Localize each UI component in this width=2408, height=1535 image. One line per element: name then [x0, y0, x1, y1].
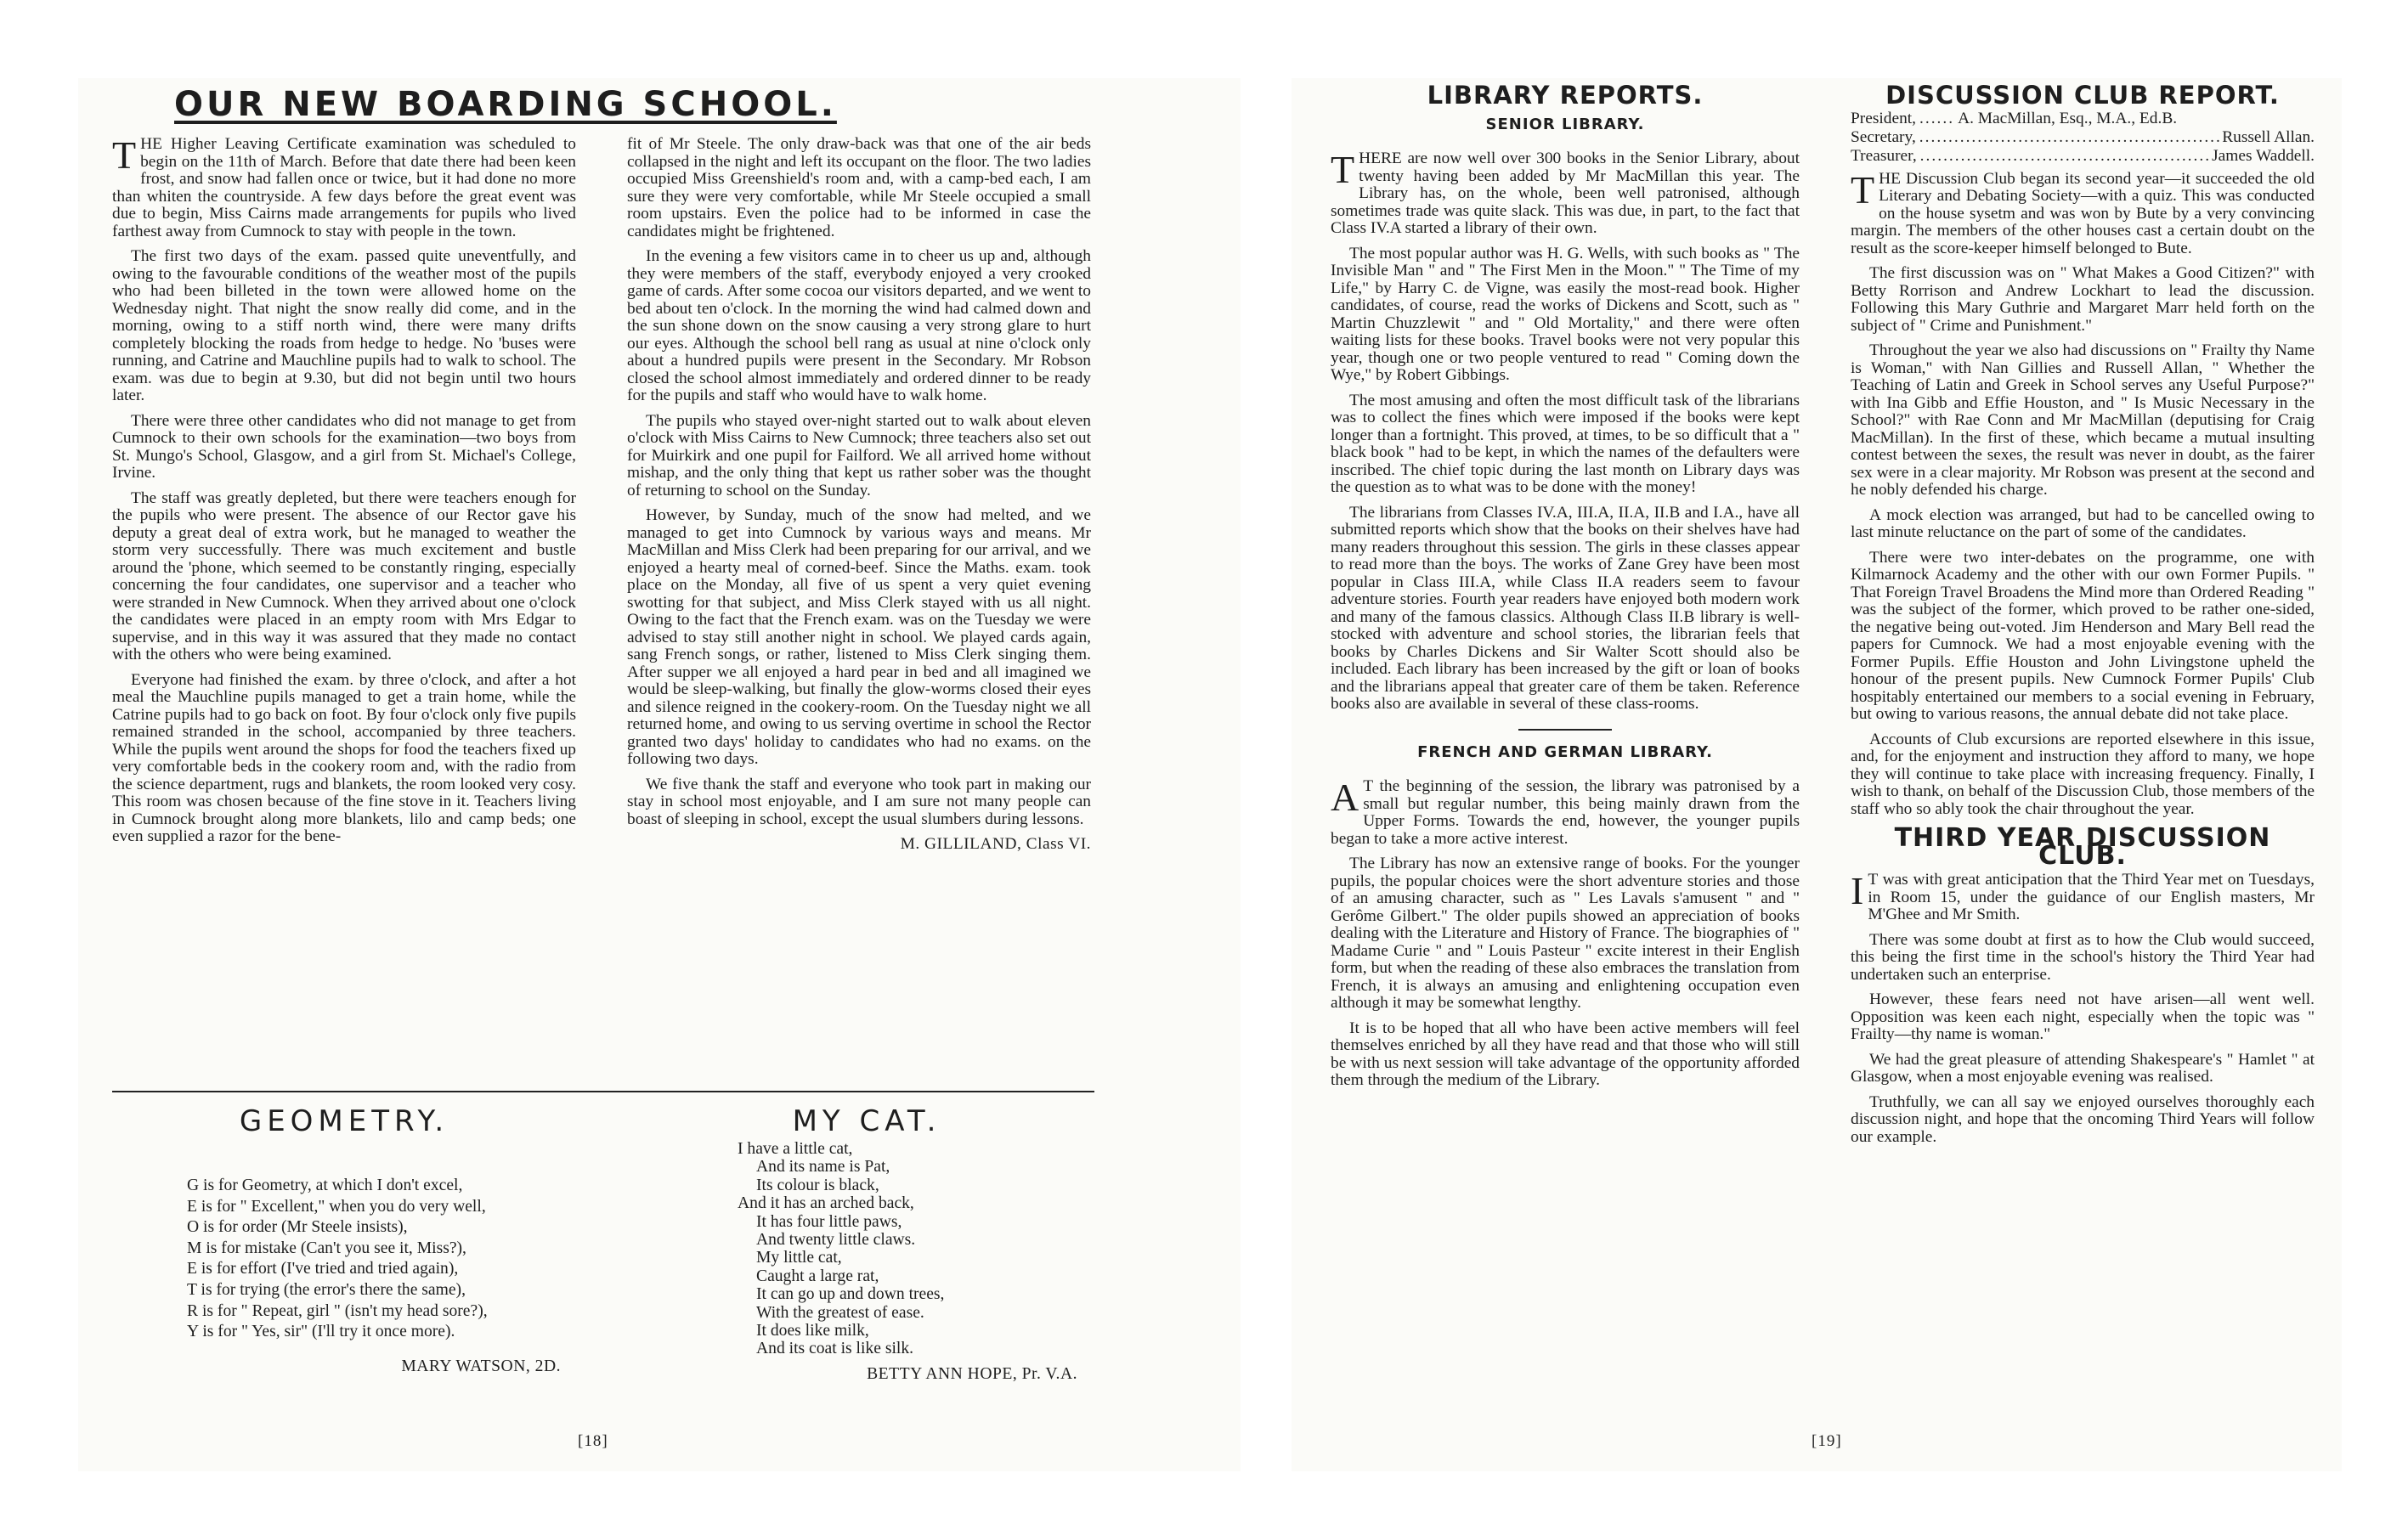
poem-line: G is for Geometry, at which I don't excel,	[187, 1177, 463, 1194]
poem-line: Its colour is black,	[756, 1176, 879, 1194]
library-paragraph: The most amusing and often the most difficult task of the librarians was to collect the fines which were imposed if the books were kept longer than a fortnight. This proved, at times, to be so difficult that a " black book " had to be kept, in which the names of the defaulters were inscribed. The chief topic during the last month on Library days was the question as to what was to be done with the money!	[1331, 391, 1800, 496]
poem-line: And its coat is like silk.	[756, 1340, 914, 1358]
boarding-column-2	[627, 136, 1091, 854]
poem-line: And twenty little claws.	[756, 1231, 916, 1250]
poem-line: E is for " Excellent," when you do very well,	[187, 1197, 486, 1216]
poem-line: Caught a large rat,	[756, 1267, 879, 1285]
poem-line: It has four little paws,	[756, 1212, 902, 1231]
poem-line: It does like milk,	[756, 1322, 869, 1340]
library-column	[1331, 81, 1800, 1098]
boarding-paragraph: Everyone had finished the exam. by three o'clock, and after a hot meal the Mauchline pupils managed to get a train home, while the Catrine pupils had to go back on foot. By four o'clock only five pupils remained stranded in the school, accompanied by three teachers. While the pupils went around the shops for food the teachers fixed up very comfortable beds in the cookery room and, with the radio from the science department, rugs and blankets, the room looked very cosy. This room was chosen because of the fine stove in it. Teachers living in Cumnock brought along more blankets, lilo and camp beds; one even supplied a razor for the bene-	[112, 670, 576, 845]
boarding-paragraph: However, by Sunday, much of the snow had melted, and we managed to get into Cumnock by various ways and means. Mr MacMillan and Miss Clerk had been preparing for our arrival, and we enjoyed a hearty meal of corned-beef. Since the Maths. exam. took place on the Monday, all five of us spent a very quiet evening swotting for that subject, and Miss Clerk stayed with us all night. Owing to the fact that the French exam. was on the Tuesday we were advised to stay still another night in school. We played cards again, sang French songs, or rather, listened to Miss Clerk singing them. After supper we all enjoyed a hard pear in bed and all imagined we would be sleep-walking, but finally the glow-worms closed their eyes and silence reigned in the cookery-room. On the Tuesday night we all returned home, and owing to us serving overtime in school the Rector granted two days' holiday to candidates who had no exams. on the following two days.	[627, 506, 1091, 768]
third-year-first-paragraph: I T was with great anticipation that the Third Year met on Tuesdays, in Room 15, under the guidance of our English masters, Mr M'Ghee and Mr Smith.	[1851, 869, 2315, 923]
poem-line: R is for " Repeat, girl " (isn't my head sore?),	[187, 1301, 488, 1320]
boarding-paragraph: In the evening a few visitors came in to cheer us up and, although they were members of the staff, everybody enjoyed a very crooked game of cards. After some cocoa our visitors departed, and we went to bed about ten o'clock. In the morning the wind had calmed down and the sun shone down on the snow causing a very strong glare to hurt our eyes. Although the school bell rang as usual at nine o'clock only about a hundred pupils were present in the Secondary. Mr Robson closed the school almost immediately and ordered dinner to be ready for the pupils and staff who would have to walk home.	[627, 247, 1091, 404]
poem-line: Y is for " Yes, sir" (I'll try it once more).	[187, 1323, 455, 1341]
page-number-right: [19]	[1812, 1432, 1842, 1450]
poem-line: M is for mistake (Can't you see it, Miss?),	[187, 1239, 466, 1257]
boarding-first-paragraph: THE Higher Leaving Certificate examination was scheduled to begin on the 11th of March. Before that date there had been keen frost, and snow had fallen once or twice, but it had done no more than whiten the countryside. A few days before the great event was due to begin, Miss Cairns made arrangements for pupils who lived farthest away from Cumnock to stay with people in the town.	[112, 133, 576, 240]
discussion-paragraph: Accounts of Club excursions are reported elsewhere in this issue, and, for the enjoyment and instruction they afford to many, we hope they will continue to take place with increasing frequency. Finally, I wish to thank, on behalf of the Discussion Club, those members of the staff who so ably took the chair throughout the year.	[1851, 730, 2315, 818]
officers-list	[1851, 110, 2315, 166]
boarding-dropcap: T	[112, 133, 137, 177]
boarding-signature: M. GILLILAND, Class VI.	[900, 835, 1091, 853]
boarding-paragraph: The first two days of the exam. passed quite uneventfully, and owing to the favourable conditions of the weather most of the pupils who had been billeted in the town were allowed home on the Wednesday night. That night the snow really did come, and in the morning, owing to a stiff north wind, there were many drifts completely blocking the roads from hedge to hedge. No 'buses were running, and Catrine and Mauchline pupils had to walk to school. The exam. was due to begin at 9.30, but did not begin until two hours later.	[112, 247, 576, 404]
boarding-paragraph: fit of Mr Steele. The only draw-back was that one of the air beds collapsed in the night and left its occupant on the floor. The two ladies occupied Miss Greenshield's room and, with a camp-bed each, I am sure they were very comfortable, while Mr Steele occupied a small room upstairs. Even the police had to be informed in case the candidates might be frightened.	[627, 135, 1091, 240]
geometry-poem	[187, 1176, 561, 1377]
discussion-column	[1851, 81, 2315, 1154]
discussion-paragraph: A mock election was arranged, but had to be cancelled owing to last minute reluctance on the part of some of the candidates.	[1851, 505, 2315, 541]
third-year-paragraph: However, these fears need not have arisen—all went well. Opposition was keen each night, especially when the topic was " Frailty—thy name is woman."	[1851, 990, 2315, 1043]
third-year-title: THIRD YEAR DISCUSSION CLUB.	[1894, 823, 2271, 871]
third-year-paragraph: There was some doubt at first as to how the Club would succeed, this being the first time in the school's history the Third Year had undertaken such an enterprise.	[1851, 930, 2315, 984]
discussion-paragraph: There were two inter-debates on the programme, one with Kilmarnock Academy and the other with our own Former Pupils. " That Foreign Travel Broadens the Mind more than Ordered Reading " was the subject of the former, which proved to be rather one-sided, the negative being out-voted. Jim Henderson and Mary Bell read the papers for Cumnock. We had a most enjoyable evening with the Former Pupils. Effie Houston and John Livingstone upheld the honour of the present pupils. New Cumnock Former Pupils' Club hospitably entertained our members to a social evening in February, but owing to various reasons, the annual debate did not take place.	[1851, 548, 2315, 723]
third-year-dropcap: I	[1851, 869, 1864, 912]
discussion-paragraph: Throughout the year we also had discussions on " Frailty thy Name is Woman," with Nan Gillies and Russell Allan, " Whether the Teaching of Latin and Greek in School serves any Useful Purpose?" with Ina Gibb and Effie Houston, and " Is Music Necessary in the School?" with Rae Conn and Mr MacMillan (deputising for Craig MacMillan). In the first of these, which became a mutual insulting contest between the sexes, the result was never in doubt, as the fairer sex were in a clear majority. Mr Robson was present at the second and he nobly defended his charge.	[1851, 341, 2315, 499]
senior-library-heading: SENIOR LIBRARY.	[1485, 115, 1645, 133]
boarding-paragraph: We five thank the staff and everyone who took part in making our stay in school most enjoyable, and I am sure not many people can boast of sleeping in school, except the usual slumbers during lessons.	[627, 775, 1091, 828]
french-dropcap: A	[1331, 776, 1359, 819]
senior-dropcap: T	[1331, 148, 1355, 191]
mycat-title: MY CAT.	[792, 1104, 941, 1138]
poem-line: It can go up and down trees,	[756, 1285, 945, 1304]
boarding-paragraph: The pupils who stayed over-night started out to walk about eleven o'clock with Miss Cairns to New Cumnock; three teachers also set out for Muirkirk and one pupil for Failford. We all arrived home without mishap, and the only thing that kept us rather sober was the thought of returning to school on the Sunday.	[627, 411, 1091, 499]
third-year-paragraph: Truthfully, we can all say we enjoyed ourselves thoroughly each discussion night, and hope that the oncoming Third Years will follow our example.	[1851, 1092, 2315, 1146]
library-paragraph: The most popular author was H. G. Wells, with such books as " The Invisible Man " and " The First Men in the Moon." " The Time of my Life," by Harry C. de Vigne, was easily the most-read book. Higher candidates, of course, read the works of Dickens and Scott, such as " Martin Chuzzlewit " and " Old Mortality," and there were often waiting lists for these books. Travel books were not very popular this year, though one or two people ventured to read " Coming down the Wye," by Robert Gibbings.	[1331, 244, 1800, 384]
geometry-title: GEOMETRY.	[239, 1104, 449, 1138]
library-divider	[1518, 729, 1612, 731]
senior-first-paragraph: THERE are now well over 300 books in the Senior Library, about twenty having been added by Mr MacMillan this year. The Library has, on the whole, been well patronised, although sometimes trade was quite slack. This was due, in part, to the fact that Class IV.A started a library of their own.	[1331, 148, 1800, 237]
library-paragraph: It is to be hoped that all who have been active members will feel themselves enriched by all they have read and that those who will still be with us next session will take advantage of the opportunity afforded them through the medium of the Library.	[1331, 1019, 1800, 1089]
poem-line: E is for effort (I've tried and tried again),	[187, 1260, 459, 1278]
library-paragraph: The Library has now an extensive range of books. For the younger pupils, the popular choices were the short adventure stories and those of an amusing character, such as " Les Lavals s'amusent " and " Gerôme Gilbert." The older pupils showed an appreciation of books dealing with the Literature and History of France. The biographies of " Madame Curie " and " Louis Pasteur " excite interest in their English form, but when the reading of these also embraces the translation from French, it is always an amusing and enlightening occupation even although it may be somewhat lengthy.	[1331, 855, 1800, 1012]
officer-row: Treasurer, ..... James Waddell.	[1851, 147, 2315, 166]
library-reports-title: LIBRARY REPORTS.	[1427, 81, 1704, 110]
french-german-library-heading: FRENCH AND GERMAN LIBRARY.	[1417, 742, 1713, 761]
discussion-club-title: DISCUSSION CLUB REPORT.	[1885, 81, 2280, 110]
poem-line: With the greatest of ease.	[756, 1303, 924, 1322]
poem-line: I have a little cat,	[738, 1140, 853, 1158]
officer-row: Secretary, ..... Russell Allan.	[1851, 128, 2315, 147]
boarding-school-title: OUR NEW BOARDING SCHOOL.	[174, 85, 837, 124]
poem-line: T is for trying (the error's there the same),	[187, 1280, 466, 1299]
discussion-paragraph: The first discussion was on " What Makes a Good Citizen?" with Betty Rorrison and Andrew Lockhart to lead the discussion. Following this Mary Guthrie and Margaret Marr held forth on the subject of " Crime and Punishment."	[1851, 264, 2315, 335]
library-paragraph: The librarians from Classes IV.A, III.A, II.A, II.B and I.A., have all submitted reports which show that the books on their shelves have had many readers throughout this session. The girls in these classes appear to read more than the boys. The works of Zane Grey have been most popular in Class III.A, while Class II.A readers seem to favour adventure stories. Fourth year readers have enjoyed both modern work and many of the famous classics. Although Class II.B library is well-stocked with adventure and school stories, the librarian feels that books by Charles Dickens and Sir Walter Scott should also be included. Each library has been increased by the gift or loan of books and the librarians appeal that greater care of them be taken. Reference books also are available in several of these class-rooms.	[1331, 503, 1800, 713]
section-divider	[112, 1091, 1094, 1092]
boarding-paragraph: There were three other candidates who did not manage to get from Cumnock to their own schools for the examination—two boys from St. Mungo's School, Glasgow, and a girl from St. Michael's College, Irvine.	[112, 411, 576, 482]
poem-line: And its name is Pat,	[756, 1158, 890, 1177]
poem-line: O is for order (Mr Steele insists),	[187, 1218, 408, 1237]
boarding-column-1	[112, 133, 576, 854]
page-number-left: [18]	[578, 1432, 608, 1450]
french-first-paragraph: A T the beginning of the session, the library was patronised by a small but regular number, this being mainly drawn from the Upper Forms. Towards the end, however, the younger pupils began to take a more active interest.	[1331, 776, 1800, 848]
boarding-paragraph: The staff was greatly depleted, but there were teachers enough for the pupils who were present. The absence of our Rector gave his deputy a great deal of extra work, but he managed to weather the storm very successfully. There was much excitement and bustle around the 'phone, which seemed to be constantly ringing, especially concerning the four candidates, one supervisor and a teacher who were stranded in New Cumnock. When they arrived about one o'clock the candidates were placed in an empty room with Mrs Edgar to supervise, and in this way it was assured that they made no contact with the others who were being examined.	[112, 488, 576, 663]
mycat-signature: BETTY ANN HOPE, Pr. V.A.	[867, 1364, 1077, 1383]
discussion-first-paragraph: THE Discussion Club began its second year—it succeeded the old Literary and Debating Society—with a quiz. This was conducted on the house sysetm and was won by Bute by a very convincing margin. The members of the other houses cast a certain doubt on the result as the score-keeper himself belonged to Bute.	[1851, 167, 2315, 257]
officer-row: President, ...... A. MacMillan, Esq., M.A., Ed.B.	[1851, 110, 2315, 128]
poem-line: And it has an arched back,	[738, 1194, 914, 1213]
mycat-poem	[738, 1140, 1077, 1383]
poem-line: My little cat,	[756, 1249, 842, 1267]
geometry-signature: MARY WATSON, 2D.	[401, 1357, 561, 1375]
discussion-dropcap: T	[1851, 167, 1875, 212]
third-year-paragraph: We had the great pleasure of attending Shakespeare's " Hamlet " at Glasgow, when a most enjoyable evening was realised.	[1851, 1050, 2315, 1086]
